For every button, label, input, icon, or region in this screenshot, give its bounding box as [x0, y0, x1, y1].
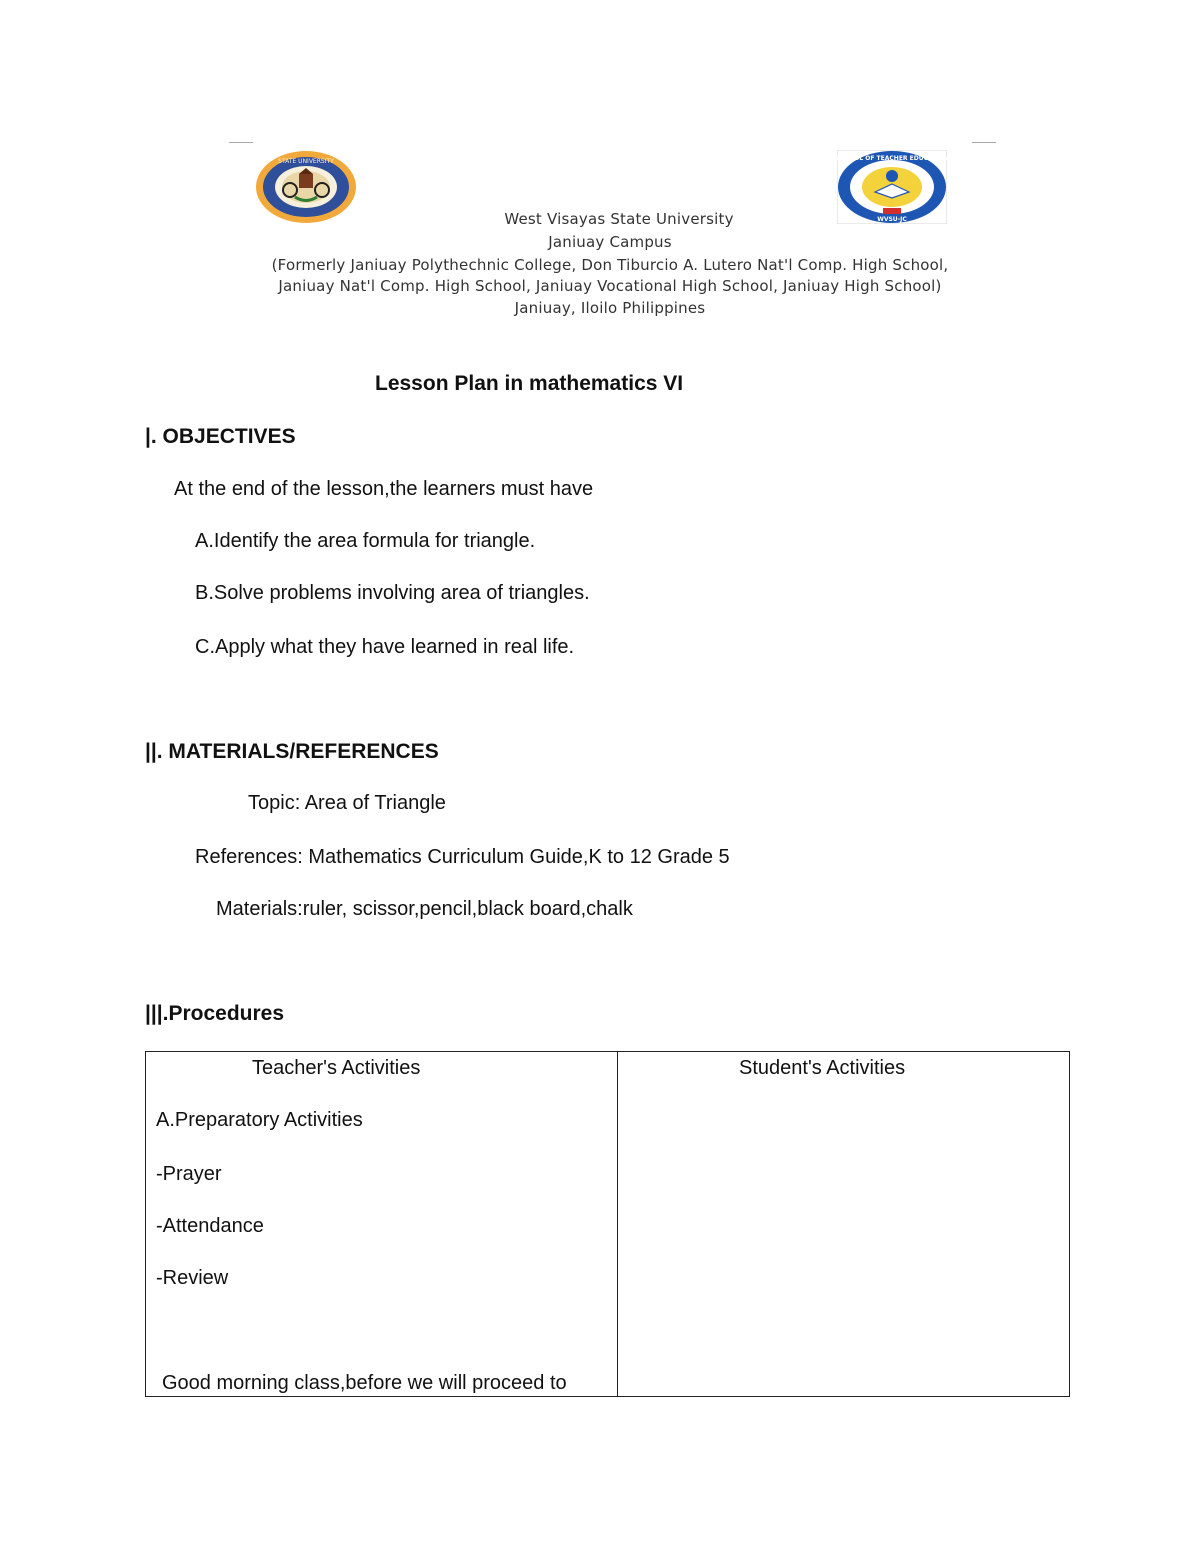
topic-line: Topic: Area of Triangle — [248, 792, 446, 814]
materials-line: Materials:ruler, scissor,pencil,black board,chalk — [216, 898, 633, 920]
procedures-heading: |||.Procedures — [145, 1002, 285, 1025]
formerly-line-2: Janiuay Nat'l Comp. High School, Janiuay Vocational High School, Janiuay High School) — [278, 277, 942, 295]
campus-name: Janiuay Campus — [548, 233, 672, 251]
svg-text:STATE UNIVERSITY: STATE UNIVERSITY — [278, 158, 334, 165]
teacher-activities-cell — [146, 1052, 618, 1397]
right-logo-sub: WVSU-JC — [877, 216, 907, 223]
teacher-line: -Prayer — [156, 1163, 222, 1185]
teacher-line: -Review — [156, 1267, 229, 1289]
address: Janiuay, Iloilo Philippines — [514, 299, 706, 317]
procedures-table — [145, 1051, 1070, 1397]
materials-heading: ||. MATERIALS/REFERENCES — [145, 740, 439, 763]
objectives-heading: |. OBJECTIVES — [145, 425, 296, 448]
student-activities-header: Student's Activities — [739, 1057, 906, 1079]
objective-item: B.Solve problems involving area of triangles. — [195, 582, 590, 604]
objective-item: A.Identify the area formula for triangle. — [195, 530, 536, 552]
formerly-line-1: (Formerly Janiuay Polythechnic College, Don Tiburcio A. Lutero Nat'l Comp. High School, — [271, 256, 949, 274]
university-name: West Visayas State University — [504, 210, 734, 228]
objectives-intro: At the end of the lesson,the learners must have — [174, 478, 594, 500]
right-logo-text: SCHOOL OF TEACHER EDUCATION — [837, 155, 947, 162]
student-activities-cell — [618, 1052, 1070, 1397]
teacher-continuation: Good morning class,before we will proceed to — [162, 1372, 567, 1394]
header-rule-left — [229, 142, 253, 143]
objective-item: C.Apply what they have learned in real life. — [195, 636, 575, 658]
header-rule-right — [972, 142, 996, 143]
references-line: References: Mathematics Curriculum Guide,K to 12 Grade 5 — [195, 846, 730, 868]
teacher-line: A.Preparatory Activities — [156, 1109, 363, 1131]
teacher-line: -Attendance — [156, 1215, 264, 1237]
page-title: Lesson Plan in mathematics VI — [375, 372, 684, 395]
teacher-activities-header: Teacher's Activities — [252, 1057, 421, 1079]
